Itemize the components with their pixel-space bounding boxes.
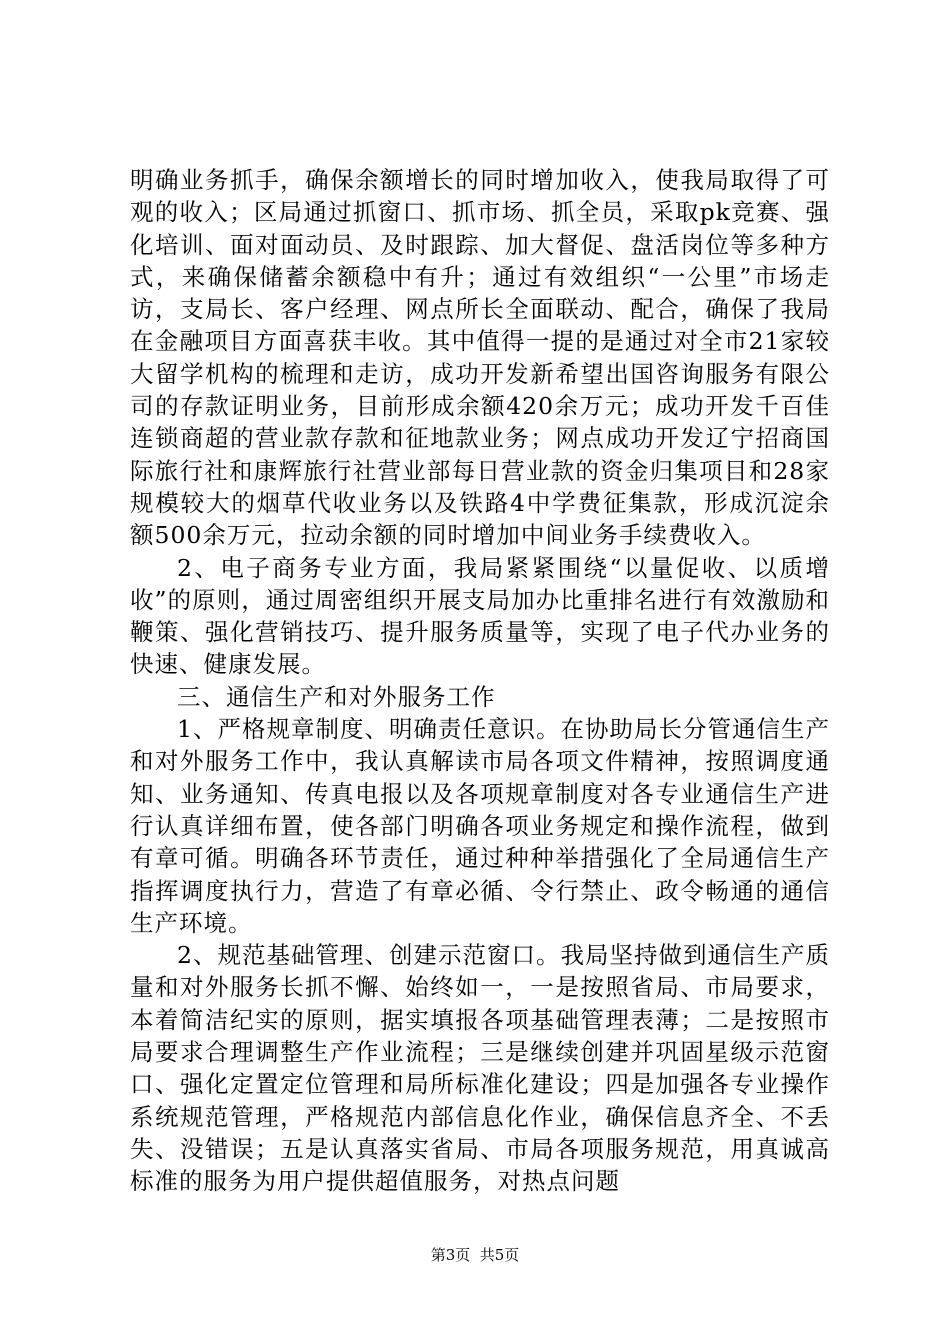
paragraph-ecommerce: 2、电子商务专业方面，我局紧紧围绕“以量促收、以质增收”的原则，通过周密组织开展支局加办比重排名进行有效激励和鞭策、强化营销技巧、提升服务质量等，实现了电子代办业务的快速、健康发展。 [130, 553, 830, 679]
paragraph-regulations: 1、严格规章制度、明确责任意识。在协助局长分管通信生产和对外服务工作中，我认真解读市局各项文件精神，按照调度通知、业务通知、传真电报以及各项规章制度对各专业通信生产进行认真详细布置，使各部门明确各项业务规定和操作流程，做到有章可循。明确各环节责任，通过种种举措强化了全局通信生产指挥调度执行力，营造了有章必循、令行禁止、政令畅通的通信生产环境。 [130, 715, 830, 937]
paragraph-basic-management: 2、规范基础管理、创建示范窗口。我局坚持做到通信生产质量和对外服务长抓不懈、始终如一，一是按照省局、市局要求，本着简洁纪实的原则，据实填报各项基础管理表薄；二是按照市局要求合理调整生产作业流程；三是继续创建并巩固星级示范窗口、强化定置定位管理和局所标准化建设；四是加强各专业操作系统规范管理，严格规范内部信息化作业，确保信息齐全、不丢失、没错误；五是认真落实省局、市局各项服务规范，用真诚高标准的服务为用户提供超值服务，对热点问题 [130, 941, 830, 1196]
paragraph-financial-continuation: 明确业务抓手，确保余额增长的同时增加收入，使我局取得了可观的收入；区局通过抓窗口、抓市场、抓全员，采取pk竞赛、强化培训、面对面动员、及时跟踪、加大督促、盘活岗位等多种方式，来确保储蓄余额稳中有升；通过有效组织“一公里”市场走访，支局长、客户经理、网点所长全面联动、配合，确保了我局在金融项目方面喜获丰收。其中值得一提的是通过对全市21家较大留学机构的梳理和走访，成功开发新希望出国咨询服务有限公司的存款证明业务，目前形成余额420余万元；成功开发千百佳连锁商超的营业款存款和征地款业务；网点成功开发辽宁招商国际旅行社和康辉旅行社营业部每日营业款的资金归集项目和28家规模较大的烟草代收业务以及铁路4中学费征集款，形成沉淀余额500余万元，拉动余额的同时增加中间业务手续费收入。 [130, 166, 830, 550]
section-heading-communication: 三、通信生产和对外服务工作 [177, 682, 496, 711]
document-body [130, 164, 830, 1198]
page-footer: 第3页 共5页 [430, 1246, 520, 1264]
